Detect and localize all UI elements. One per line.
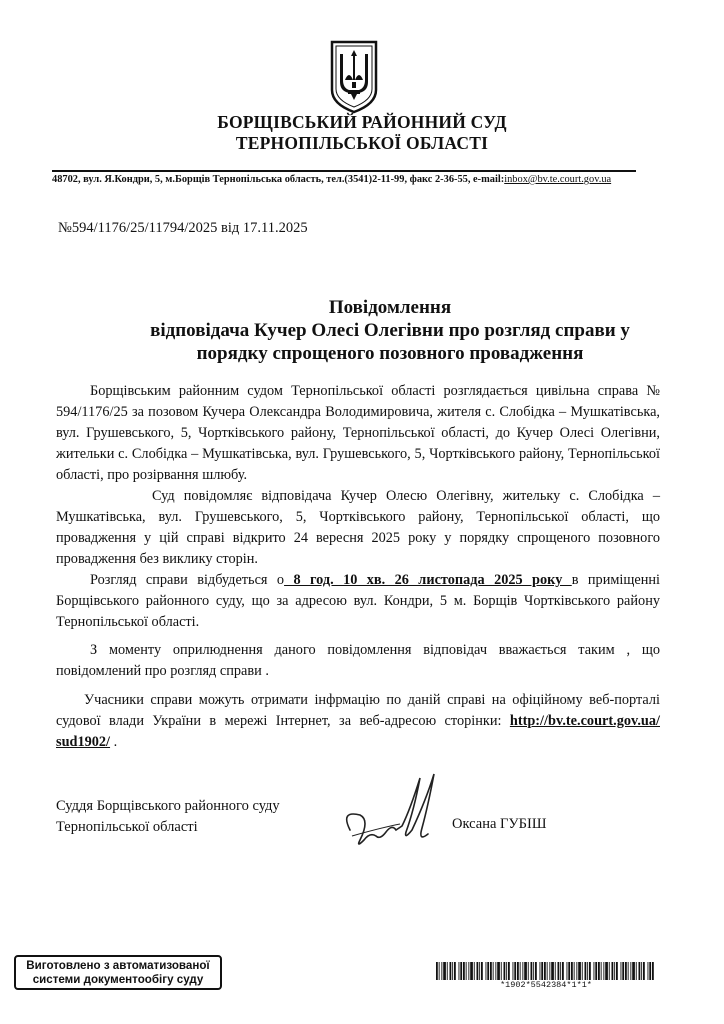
document-reference: №594/1176/25/11794/2025 від 17.11.2025 xyxy=(58,220,308,236)
heading-line1: Повідомлення xyxy=(328,297,452,318)
paragraph-5-text: Учасники справи можуть отримати інфрмацію по даній справі на офіційному веб-порталі судової влади України в мережі Інтернет, за веб-адресою сторінки: xyxy=(56,692,660,729)
barcode-icon xyxy=(436,962,656,980)
court-name-line1: БОРЩІВСЬКИЙ РАЙОННИЙ СУД xyxy=(217,112,507,132)
paragraph-2: Суд повідомляє відповідача Кучер Олесю Олегівну, жительку с. Слобідка – Мушкатівська, вул. Грушевського, 5, Чортківського району, Тернопільської області, що провадження у цій справі відкрито 24 вересня 2025 року у порядку спрощеного позовного провадження без виклику сторін. xyxy=(56,488,660,567)
paragraph-5 xyxy=(56,690,660,753)
stamp-line2: системи документообігу суду xyxy=(32,973,204,986)
header-divider xyxy=(52,170,636,172)
paragraph-4: З моменту оприлюднення даного повідомлення відповідач вважається таким , що повідомлений про розгляд справи . xyxy=(56,642,660,679)
hearing-datetime: 8 год. 10 хв. 26 листопада 2025 року xyxy=(284,572,572,588)
coat-of-arms-icon xyxy=(330,40,378,114)
paragraph-3-end: в приміщенні Борщівського районного суду, що за адресою вул. Кондри, 5 м. Борщів Чортківського району Тернопільської області. xyxy=(56,572,660,630)
address-text: 48702, вул. Я.Кондри, 5, м.Борщів Тернопільська область, тел.(3541)2-11-99, факс 2-36-55, e-mail: xyxy=(52,174,505,185)
judge-title xyxy=(56,796,280,838)
barcode-number: *1902*5542384*1*1* xyxy=(500,980,592,990)
automation-stamp xyxy=(14,955,222,990)
heading-line3: порядку спрощеного позовного провадження xyxy=(196,343,584,364)
judge-title-line2: Тернопільської області xyxy=(56,819,198,835)
heading-line2: відповідача Кучер Олесі Олегівни про розгляд справи у xyxy=(150,320,630,341)
court-website-link[interactable]: http://bv.te.court.gov.ua/ sud1902/ xyxy=(56,713,660,750)
judge-name: Оксана ГУБІШ xyxy=(452,816,547,832)
paragraph-3 xyxy=(56,570,660,633)
paragraph-5-end: . xyxy=(110,734,118,750)
court-name-line2: ТЕРНОПІЛЬСЬКОЇ ОБЛАСТІ xyxy=(235,133,489,153)
paragraph-3-start: Розгляд справи відбудеться о xyxy=(90,572,285,588)
judge-title-line1: Суддя Борщівського районного суду xyxy=(56,798,280,814)
stamp-line1: Виготовлено з автоматизованої xyxy=(26,959,210,972)
handwritten-signature-icon xyxy=(330,770,460,870)
paragraph-1: Борщівським районним судом Тернопільської області розглядається цивільна справа № 594/1176/25 за позовом Кучера Олександра Володимировича, жителя с. Слобідка – Мушкатівська, вул. Грушевського, 5, Чортківського району, Тернопільської області, до Кучер Олесі Олегівни, жительки с. Слобідка – Мушкатівська, вул. Грушевського, 5, Чортківського району, Тернопільської області, про розірвання шлюбу. xyxy=(56,383,660,483)
email-link[interactable]: inbox@bv.te.court.gov.ua xyxy=(504,174,612,185)
court-address xyxy=(52,174,652,185)
